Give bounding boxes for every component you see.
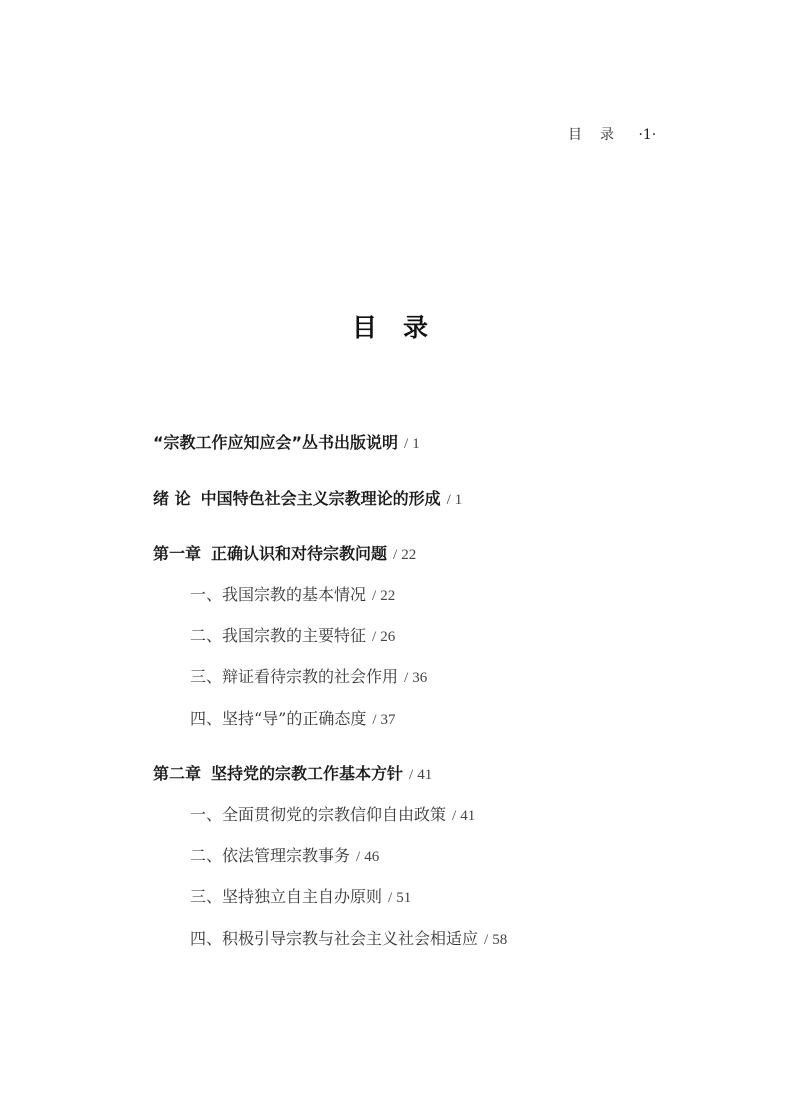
toc-entry-separator: / bbox=[404, 670, 409, 686]
toc-entry-intro[interactable] bbox=[153, 489, 462, 510]
toc-entry-separator: / bbox=[393, 547, 398, 563]
toc-entry-label: 中国特色社会主义宗教理论的形成 bbox=[200, 489, 441, 508]
toc-entry-label: 正确认识和对待宗教问题 bbox=[211, 544, 388, 563]
toc-entry-preface[interactable] bbox=[153, 433, 420, 454]
toc-entry-section[interactable] bbox=[190, 929, 507, 950]
toc-entry-label: 三、坚持独立自主自办原则 bbox=[190, 887, 383, 906]
toc-entry-page: 41 bbox=[417, 767, 433, 783]
running-head-title: 目录 bbox=[568, 127, 632, 143]
toc-entry-label: 三、辩证看待宗教的社会作用 bbox=[190, 667, 399, 686]
toc-entry-label: “宗教工作应知应会”丛书出版说明 bbox=[153, 433, 399, 452]
toc-entry-section[interactable] bbox=[190, 709, 396, 730]
toc-entry-page: 37 bbox=[380, 712, 396, 728]
running-head-page-number: ·1· bbox=[638, 127, 657, 143]
toc-entry-section[interactable] bbox=[190, 805, 475, 826]
toc-entry-page: 22 bbox=[401, 547, 417, 563]
toc-entry-section[interactable] bbox=[190, 887, 411, 908]
toc-entry-label: 一、全面贯彻党的宗教信仰自由政策 bbox=[190, 805, 447, 824]
toc-entry-separator: / bbox=[484, 932, 489, 948]
toc-heading: 目录 bbox=[351, 313, 454, 342]
toc-entry-separator: / bbox=[404, 436, 409, 452]
toc-entry-page: 36 bbox=[412, 670, 428, 686]
toc-entry-separator: / bbox=[372, 588, 377, 604]
toc-entry-page: 46 bbox=[364, 849, 380, 865]
toc-entry-label: 一、我国宗教的基本情况 bbox=[190, 585, 367, 604]
toc-entry-page: 1 bbox=[412, 436, 420, 452]
toc-entry-number: 第二章 bbox=[153, 764, 202, 783]
toc-entry-chapter-2[interactable] bbox=[153, 764, 432, 785]
toc-entry-section[interactable] bbox=[190, 585, 395, 606]
toc-entry-page: 1 bbox=[454, 492, 463, 508]
toc-entry-number: 第一章 bbox=[153, 544, 202, 563]
toc-entry-number: 绪 论 bbox=[153, 489, 191, 508]
toc-entry-separator: / bbox=[372, 629, 377, 645]
toc-entry-separator: / bbox=[409, 767, 414, 783]
toc-entry-label: 二、我国宗教的主要特征 bbox=[190, 626, 367, 645]
toc-entry-page: 51 bbox=[396, 890, 412, 906]
toc-entry-page: 22 bbox=[380, 588, 396, 604]
toc-entry-section[interactable] bbox=[190, 846, 379, 867]
toc-entry-page: 58 bbox=[492, 932, 508, 948]
toc-entry-label: 坚持党的宗教工作基本方针 bbox=[211, 764, 404, 783]
toc-entry-separator: / bbox=[446, 492, 451, 508]
toc-entry-label: 二、依法管理宗教事务 bbox=[190, 846, 351, 865]
toc-entry-chapter-1[interactable] bbox=[153, 544, 416, 565]
running-head bbox=[568, 124, 656, 144]
toc-entry-section[interactable] bbox=[190, 667, 427, 688]
toc-entry-separator: / bbox=[452, 808, 457, 824]
toc-entry-label: 四、坚持“导”的正确态度 bbox=[190, 709, 367, 728]
toc-entry-page: 41 bbox=[460, 808, 476, 824]
toc-entry-separator: / bbox=[388, 890, 393, 906]
toc-entry-label: 四、积极引导宗教与社会主义社会相适应 bbox=[190, 929, 479, 948]
toc-entry-section[interactable] bbox=[190, 626, 395, 647]
toc-entry-separator: / bbox=[356, 849, 361, 865]
toc-entry-page: 26 bbox=[380, 629, 396, 645]
toc-entry-separator: / bbox=[372, 712, 377, 728]
